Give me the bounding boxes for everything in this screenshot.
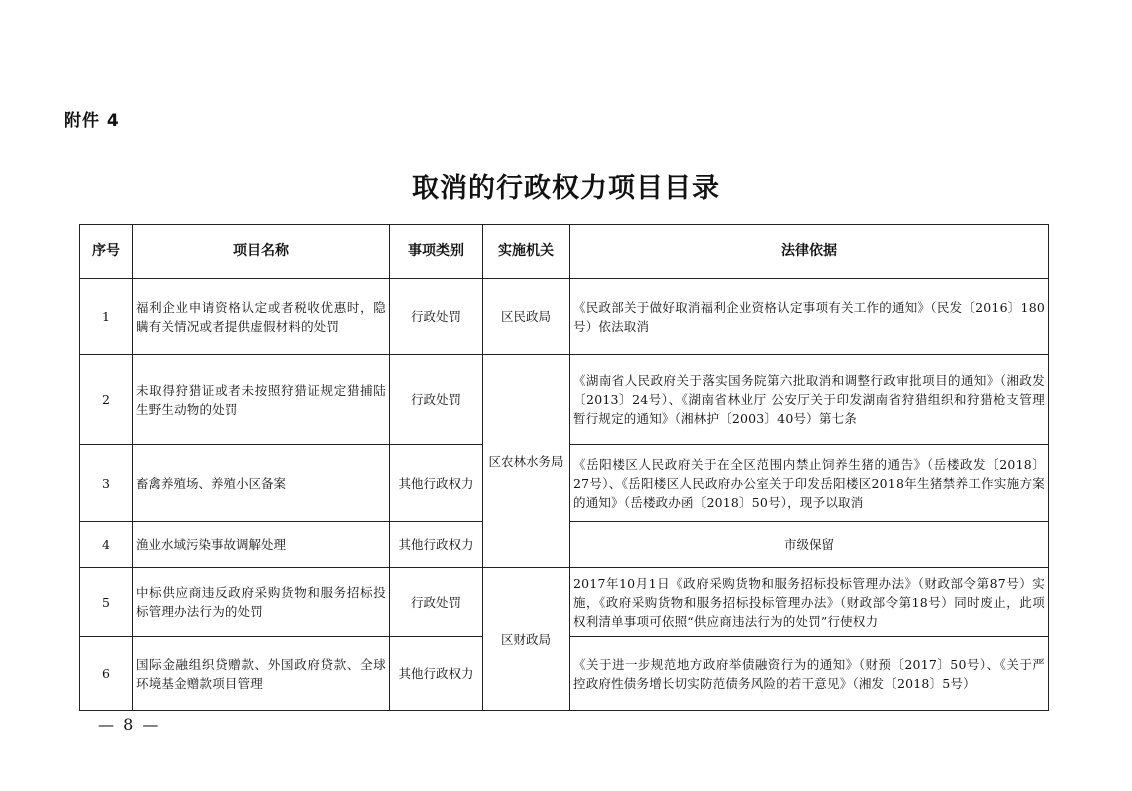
row-serial: 6 (80, 637, 133, 711)
row-serial: 3 (80, 445, 133, 522)
row-serial: 4 (80, 522, 133, 568)
row-agency: 区财政局 (483, 568, 570, 711)
row-serial: 5 (80, 568, 133, 637)
row-category: 其他行政权力 (390, 522, 483, 568)
row-item-name: 国际金融组织贷赠款、外国政府贷款、全球环境基金赠款项目管理 (133, 637, 390, 711)
table-row (80, 568, 1049, 637)
table-row (80, 355, 1049, 445)
row-item-name: 未取得狩猎证或者未按照狩猎证规定猎捕陆生野生动物的处罚 (133, 355, 390, 445)
row-legal-basis: 《民政部关于做好取消福利企业资格认定事项有关工作的通知》（民发〔2016〕180号）依法取消 (570, 279, 1049, 355)
row-legal-basis: 市级保留 (570, 522, 1049, 568)
row-category: 其他行政权力 (390, 445, 483, 522)
row-category: 行政处罚 (390, 568, 483, 637)
row-category: 其他行政权力 (390, 637, 483, 711)
header-category: 事项类别 (390, 225, 483, 279)
document-title: 取消的行政权力项目目录 (412, 173, 720, 204)
row-serial: 2 (80, 355, 133, 445)
row-item-name: 中标供应商违反政府采购货物和服务招标投标管理办法行为的处罚 (133, 568, 390, 637)
row-category: 行政处罚 (390, 355, 483, 445)
header-legal-basis: 法律依据 (570, 225, 1049, 279)
row-category: 行政处罚 (390, 279, 483, 355)
row-agency: 区民政局 (483, 279, 570, 355)
row-item-name: 渔业水域污染事故调解处理 (133, 522, 390, 568)
attachment-label: 附件 4 (64, 111, 120, 131)
row-serial: 1 (80, 279, 133, 355)
row-legal-basis: 《岳阳楼区人民政府关于在全区范围内禁止饲养生猪的通告》（岳楼政发〔2018〕27号）、《岳阳楼区人民政府办公室关于印发岳阳楼区2018年生猪禁养工作实施方案的通知》（岳楼政办函〔2018〕50号），现予以取消 (570, 445, 1049, 522)
table-header-row (80, 225, 1049, 279)
row-item-name: 畜禽养殖场、养殖小区备案 (133, 445, 390, 522)
row-item-name: 福利企业申请资格认定或者税收优惠时，隐瞒有关情况或者提供虚假材料的处罚 (133, 279, 390, 355)
page-number: — 8 — (98, 715, 161, 734)
header-serial: 序号 (80, 225, 133, 279)
header-agency: 实施机关 (483, 225, 570, 279)
row-legal-basis: 《湖南省人民政府关于落实国务院第六批取消和调整行政审批项目的通知》（湘政发〔2013〕24号）、《湖南省林业厅 公安厅关于印发湖南省狩猎组织和狩猎枪支管理暂行规定的通知》（湘林护〔2003〕40号）第七条 (570, 355, 1049, 445)
row-legal-basis: 《关于进一步规范地方政府举债融资行为的通知》（财预〔2017〕50号）、《关于严控政府性债务增长切实防范债务风险的若干意见》（湘发〔2018〕5号） (570, 637, 1049, 711)
table-row (80, 279, 1049, 355)
header-item-name: 项目名称 (133, 225, 390, 279)
row-agency: 区农林水务局 (483, 355, 570, 568)
row-legal-basis: 2017年10月1日《政府采购货物和服务招标投标管理办法》（财政部令第87号）实施，《政府采购货物和服务招标投标管理办法》（财政部令第18号）同时废止，此项权利清单事项可依照“供应商违法行为的处罚”行使权力 (570, 568, 1049, 637)
catalog-table (79, 224, 1049, 711)
